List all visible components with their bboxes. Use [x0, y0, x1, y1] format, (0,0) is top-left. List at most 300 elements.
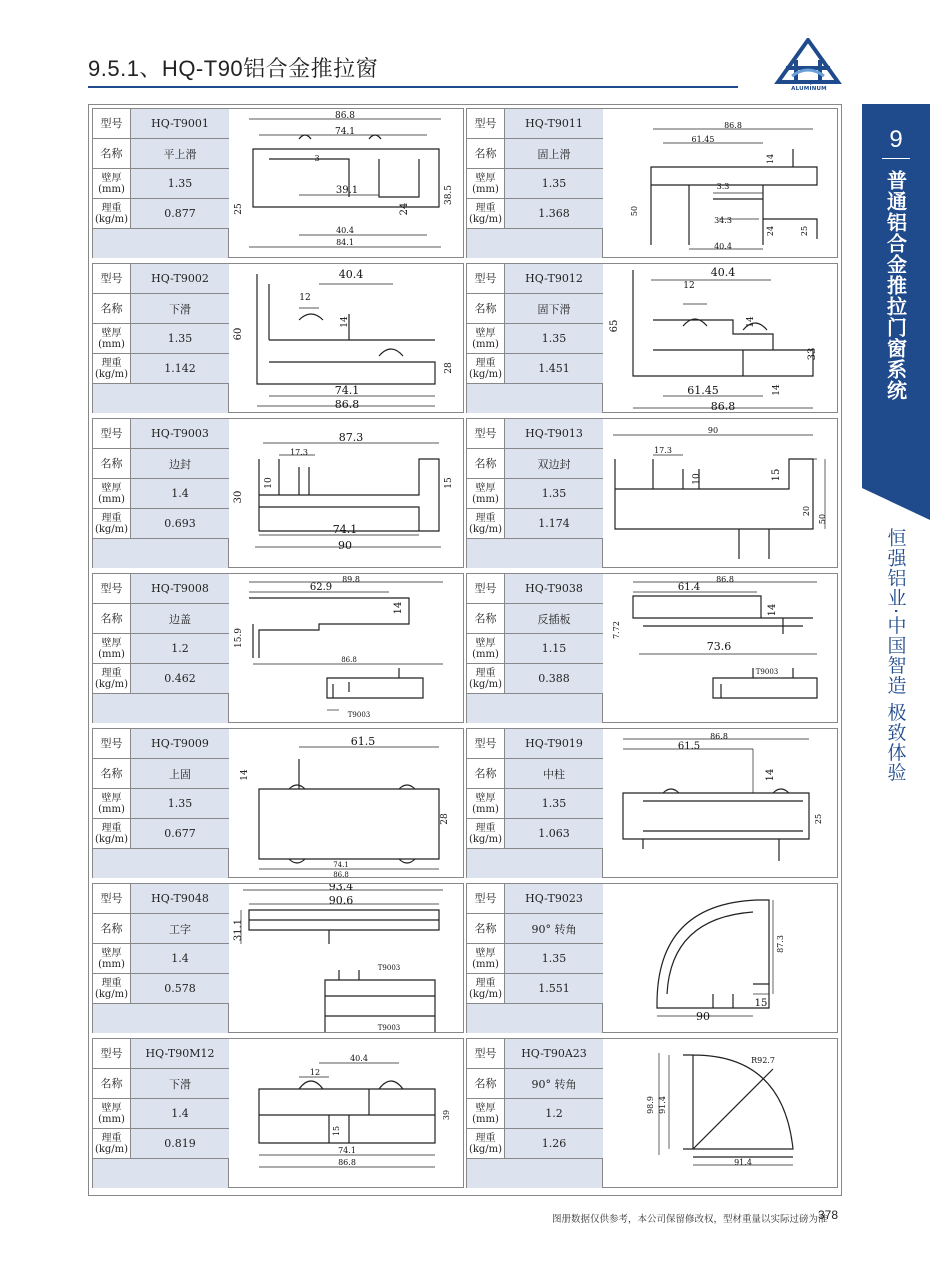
spec-row-name	[93, 604, 229, 634]
spec-row-thickness	[93, 479, 229, 509]
profile-section-svg	[603, 574, 837, 722]
spec-value-thickness: 1.2	[131, 634, 229, 663]
spec-row-model	[93, 419, 229, 449]
spec-value-name: 90° 转角	[505, 914, 603, 943]
dimension-label: 15	[771, 468, 782, 482]
spec-label-weight: 理重 (kg/m)	[93, 819, 131, 848]
spec-value-model: HQ-T90M12	[131, 1039, 229, 1068]
dimension-label: 86.8	[710, 400, 736, 412]
spec-label-model: 型号	[93, 419, 131, 448]
spec-label-model: 型号	[467, 574, 505, 603]
spec-table	[93, 264, 229, 384]
spec-value-thickness: 1.2	[505, 1099, 603, 1128]
profile-drawing	[603, 574, 837, 722]
spec-label-weight: 理重 (kg/m)	[93, 974, 131, 1003]
dimension-label: 15	[754, 998, 768, 1009]
spec-value-model: HQ-T9023	[505, 884, 603, 913]
spec-label-weight: 理重 (kg/m)	[467, 1129, 505, 1158]
dimension-label: 28	[444, 362, 454, 374]
dimension-label: 31.1	[233, 918, 244, 942]
profile-drawing	[603, 1039, 837, 1187]
spec-table	[93, 574, 229, 694]
profile-section-svg	[229, 1039, 463, 1187]
spec-value-weight: 0.819	[131, 1129, 229, 1158]
dimension-label: 86.8	[338, 1158, 356, 1167]
spec-row-model	[93, 264, 229, 294]
dimension-label: 84.1	[336, 238, 354, 247]
spec-blank-cell	[467, 1159, 603, 1188]
spec-value-model: HQ-T9012	[505, 264, 603, 293]
footer-note: 图册数据仅供参考，本公司保留修改权，型材重量以实际过磅为准	[552, 1214, 828, 1225]
spec-label-model: 型号	[467, 264, 505, 293]
spec-blank-cell	[93, 694, 229, 723]
profile-section-svg	[603, 419, 837, 567]
dimension-label: 86.8	[724, 121, 742, 130]
spec-blank-cell	[467, 1004, 603, 1033]
spec-label-thickness: 壁厚 (mm)	[467, 1099, 505, 1128]
profile-section-svg	[603, 109, 837, 257]
profile-section-svg	[229, 574, 463, 722]
spec-value-name: 下滑	[131, 1069, 229, 1098]
spec-row-model	[467, 264, 603, 294]
brand-slogan: 恒强铝业·中国智造 极致体验	[884, 528, 907, 783]
spec-row-name	[93, 914, 229, 944]
dimension-label: 61.5	[350, 735, 376, 748]
dimension-label: 93.4	[328, 884, 354, 893]
spec-value-thickness: 1.15	[505, 634, 603, 663]
spec-row-name	[467, 449, 603, 479]
spec-label-model: 型号	[93, 884, 131, 913]
dimension-label: 15	[444, 477, 454, 489]
dimension-label: 61.45	[687, 384, 719, 397]
spec-value-name: 工字	[131, 914, 229, 943]
dimension-label: T9003	[755, 668, 779, 676]
spec-row-thickness	[467, 169, 603, 199]
profile-outline	[259, 459, 439, 531]
section-title: 普通铝合金推拉门窗系统	[883, 170, 908, 401]
profile-outline	[615, 459, 813, 559]
profile-outline	[651, 149, 817, 245]
profile-card	[92, 263, 464, 413]
spec-value-name: 上固	[131, 759, 229, 788]
profile-section-svg	[603, 1039, 837, 1187]
spec-row-weight	[93, 1129, 229, 1159]
dimension-label: 74.1	[334, 127, 356, 137]
spec-value-weight: 0.388	[505, 664, 603, 693]
dimension-label: 61.4	[677, 582, 701, 593]
spec-row-weight	[93, 974, 229, 1004]
spec-row-thickness	[93, 789, 229, 819]
spec-table	[93, 884, 229, 1004]
spec-label-thickness: 壁厚 (mm)	[93, 169, 131, 198]
dimension-label: 60	[233, 327, 244, 341]
spec-value-weight: 0.877	[131, 199, 229, 228]
dimension-label: 90	[707, 426, 719, 435]
dimension-label: 12	[299, 293, 311, 303]
dimension-label: 91.4	[658, 1096, 667, 1114]
spec-label-thickness: 壁厚 (mm)	[93, 479, 131, 508]
spec-table	[93, 1039, 229, 1159]
spec-row-thickness	[93, 634, 229, 664]
profile-card	[466, 263, 838, 413]
spec-value-weight: 1.368	[505, 199, 603, 228]
spec-table	[93, 419, 229, 539]
dimension-label: 39	[442, 1109, 451, 1121]
spec-row-model	[467, 1039, 603, 1069]
spec-label-weight: 理重 (kg/m)	[467, 664, 505, 693]
dimension-label: 10	[264, 477, 274, 489]
profile-outline	[259, 1081, 435, 1143]
dimension-label: 90	[338, 539, 352, 552]
dimension-label: 86.8	[334, 111, 356, 121]
spec-blank-cell	[467, 849, 603, 878]
spec-label-model: 型号	[93, 574, 131, 603]
profile-section-svg	[229, 264, 463, 412]
spec-label-weight: 理重 (kg/m)	[467, 819, 505, 848]
spec-row-model	[467, 884, 603, 914]
dimension-label: 25	[800, 225, 809, 237]
spec-label-name: 名称	[93, 604, 131, 633]
dimension-label: 86.8	[333, 871, 349, 877]
profile-card	[466, 108, 838, 258]
spec-label-thickness: 壁厚 (mm)	[467, 944, 505, 973]
dimension-label: 14	[340, 316, 350, 328]
spec-blank-cell	[93, 384, 229, 413]
dimension-label: 14	[767, 603, 778, 617]
profile-drawing	[229, 1039, 463, 1187]
spec-table	[93, 109, 229, 229]
spec-value-model: HQ-T90A23	[505, 1039, 603, 1068]
dimension-label: 50	[630, 205, 639, 217]
spec-label-weight: 理重 (kg/m)	[93, 199, 131, 228]
spec-label-name: 名称	[467, 294, 505, 323]
spec-blank-cell	[93, 229, 229, 258]
spec-row-weight	[467, 354, 603, 384]
spec-label-name: 名称	[93, 449, 131, 478]
spec-label-name: 名称	[93, 139, 131, 168]
spec-table	[467, 264, 603, 384]
spec-row-thickness	[467, 1099, 603, 1129]
spec-table	[467, 109, 603, 229]
dimension-label: 14	[393, 601, 404, 615]
spec-table	[467, 884, 603, 1004]
dimension-label: 15	[332, 1125, 341, 1137]
dimension-label: T9003	[377, 964, 401, 972]
dimension-label: 40.4	[710, 266, 736, 279]
spec-value-thickness: 1.35	[131, 789, 229, 818]
spec-row-weight	[467, 199, 603, 229]
profile-card	[92, 1038, 464, 1188]
profile-drawing	[603, 109, 837, 257]
spec-value-model: HQ-T9003	[131, 419, 229, 448]
spec-value-name: 反插板	[505, 604, 603, 633]
spec-value-name: 中柱	[505, 759, 603, 788]
spec-blank-cell	[93, 849, 229, 878]
spec-label-name: 名称	[467, 449, 505, 478]
spec-label-model: 型号	[467, 419, 505, 448]
section-number: 9	[889, 126, 903, 153]
profile-drawing	[229, 264, 463, 412]
spec-value-model: HQ-T9002	[131, 264, 229, 293]
spec-row-weight	[467, 819, 603, 849]
spec-value-weight: 1.174	[505, 509, 603, 538]
spec-table	[93, 729, 229, 849]
dimension-label: 61.5	[677, 741, 701, 752]
spec-row-name	[93, 139, 229, 169]
spec-value-weight: 1.26	[505, 1129, 603, 1158]
spec-row-name	[93, 759, 229, 789]
dimension-label: 34.3	[714, 216, 732, 225]
dimension-label: 25	[234, 203, 244, 215]
profile-card	[92, 883, 464, 1033]
spec-value-thickness: 1.4	[131, 479, 229, 508]
profile-outline	[257, 274, 435, 384]
spec-label-thickness: 壁厚 (mm)	[467, 324, 505, 353]
spec-row-name	[93, 449, 229, 479]
dimension-label: 38.5	[444, 184, 454, 206]
spec-table	[467, 729, 603, 849]
spec-label-model: 型号	[93, 729, 131, 758]
spec-label-weight: 理重 (kg/m)	[93, 354, 131, 383]
dimension-label: 24	[399, 202, 410, 216]
spec-label-name: 名称	[467, 914, 505, 943]
dimension-label: 25	[814, 813, 823, 825]
spec-label-thickness: 壁厚 (mm)	[467, 789, 505, 818]
dimension-label: T9003	[347, 711, 371, 719]
dimension-label: 89.8	[342, 575, 360, 584]
profile-card	[466, 883, 838, 1033]
profile-outline	[249, 910, 439, 944]
spec-row-model	[93, 884, 229, 914]
spec-row-model	[467, 419, 603, 449]
spec-value-model: HQ-T9011	[505, 109, 603, 138]
spec-row-thickness	[467, 479, 603, 509]
profile-card	[92, 728, 464, 878]
spec-blank-cell	[467, 384, 603, 413]
profile-card	[466, 1038, 838, 1188]
page-title: 9.5.1、HQ-T90铝合金推拉窗	[88, 56, 379, 81]
spec-row-weight	[467, 664, 603, 694]
spec-label-weight: 理重 (kg/m)	[93, 509, 131, 538]
profile-card	[466, 728, 838, 878]
dimension-label: 14	[766, 153, 775, 165]
spec-row-model	[93, 574, 229, 604]
spec-label-model: 型号	[93, 264, 131, 293]
profile-drawing	[603, 264, 837, 412]
spec-row-model	[467, 729, 603, 759]
spec-value-name: 固上滑	[505, 139, 603, 168]
profile-section-svg	[603, 264, 837, 412]
spec-blank-cell	[93, 1004, 229, 1033]
spec-label-name: 名称	[93, 914, 131, 943]
spec-table	[467, 419, 603, 539]
spec-row-name	[467, 604, 603, 634]
dimension-label: 15.9	[234, 627, 244, 649]
profile-section-svg	[603, 884, 837, 1032]
spec-row-name	[467, 914, 603, 944]
spec-value-model: HQ-T9038	[505, 574, 603, 603]
spec-value-model: HQ-T9008	[131, 574, 229, 603]
spec-label-thickness: 壁厚 (mm)	[93, 1099, 131, 1128]
dimension-label: 10	[692, 473, 702, 485]
profile-outline	[633, 270, 813, 376]
dimension-label: 87.3	[338, 431, 364, 444]
dimension-label: 61.45	[691, 135, 715, 144]
spec-row-thickness	[467, 789, 603, 819]
spec-row-weight	[93, 354, 229, 384]
spec-value-thickness: 1.35	[505, 479, 603, 508]
spec-blank-cell	[467, 539, 603, 568]
spec-value-thickness: 1.35	[131, 169, 229, 198]
dimension-label: 87.3	[776, 935, 785, 953]
spec-label-model: 型号	[467, 729, 505, 758]
spec-value-thickness: 1.35	[505, 944, 603, 973]
spec-label-weight: 理重 (kg/m)	[93, 664, 131, 693]
dimension-label: 74.1	[338, 1146, 356, 1155]
spec-blank-cell	[467, 694, 603, 723]
profile-drawing	[229, 884, 463, 1032]
spec-row-name	[467, 759, 603, 789]
spec-value-name: 边盖	[131, 604, 229, 633]
spec-label-name: 名称	[467, 1069, 505, 1098]
spec-row-thickness	[467, 324, 603, 354]
profile-outline	[327, 668, 423, 698]
profile-drawing	[229, 109, 463, 257]
spec-row-model	[467, 109, 603, 139]
spec-label-thickness: 壁厚 (mm)	[93, 789, 131, 818]
dimension-label: 14	[240, 769, 250, 781]
spec-table	[467, 574, 603, 694]
dimension-label: 98.9	[646, 1096, 655, 1114]
spec-label-model: 型号	[93, 109, 131, 138]
spec-label-weight: 理重 (kg/m)	[467, 509, 505, 538]
spec-row-thickness	[467, 944, 603, 974]
profile-card	[92, 573, 464, 723]
spec-value-weight: 0.578	[131, 974, 229, 1003]
spec-row-thickness	[467, 634, 603, 664]
dimension-label: 40.4	[336, 226, 354, 235]
spec-row-model	[467, 574, 603, 604]
spec-value-model: HQ-T9048	[131, 884, 229, 913]
spec-value-weight: 0.693	[131, 509, 229, 538]
dimension-label: 7.72	[612, 621, 621, 639]
spec-label-name: 名称	[467, 759, 505, 788]
profile-outline	[253, 135, 439, 207]
spec-value-thickness: 1.35	[505, 324, 603, 353]
dimension-label: 40.4	[714, 242, 732, 251]
spec-value-name: 固下滑	[505, 294, 603, 323]
dimension-label: 90	[696, 1010, 710, 1023]
spec-blank-cell	[93, 1159, 229, 1188]
profile-outline	[683, 1055, 793, 1157]
spec-row-name	[467, 1069, 603, 1099]
spec-row-model	[93, 1039, 229, 1069]
spec-row-thickness	[93, 944, 229, 974]
dimension-label: 74.1	[333, 861, 349, 869]
profile-section-svg	[229, 419, 463, 567]
profile-outline	[633, 596, 813, 634]
spec-row-weight	[93, 819, 229, 849]
spec-blank-cell	[467, 229, 603, 258]
spec-value-name: 平上滑	[131, 139, 229, 168]
dimension-label: 12	[309, 1068, 321, 1077]
spec-row-model	[93, 729, 229, 759]
dimension-label: 17.3	[654, 446, 672, 455]
dimension-label: 39.1	[335, 185, 359, 196]
profile-outline	[325, 970, 435, 1032]
dimension-label: 40.4	[350, 1054, 368, 1063]
profile-drawing	[229, 574, 463, 722]
profile-section-svg	[603, 729, 837, 877]
spec-label-name: 名称	[93, 294, 131, 323]
dimension-label: 28	[440, 813, 450, 825]
dimension-label: 24	[766, 225, 775, 237]
dimension-label: 50	[818, 513, 827, 525]
spec-value-model: HQ-T9019	[505, 729, 603, 758]
spec-row-weight	[93, 664, 229, 694]
spec-value-name: 双边封	[505, 449, 603, 478]
spec-row-thickness	[93, 1099, 229, 1129]
spec-label-name: 名称	[467, 139, 505, 168]
spec-label-name: 名称	[93, 759, 131, 788]
spec-value-weight: 1.063	[505, 819, 603, 848]
dimension-label: 3	[314, 154, 320, 163]
dimension-label: 30	[233, 490, 244, 504]
spec-row-name	[467, 139, 603, 169]
spec-label-model: 型号	[467, 884, 505, 913]
spec-row-weight	[93, 509, 229, 539]
spec-label-weight: 理重 (kg/m)	[467, 974, 505, 1003]
spec-row-name	[93, 294, 229, 324]
dimension-label: 74.1	[334, 384, 360, 397]
profile-drawing	[603, 419, 837, 567]
dimension-label: 91.4	[734, 1158, 752, 1167]
spec-label-name: 名称	[93, 1069, 131, 1098]
profile-section-svg	[229, 884, 463, 1032]
spec-value-weight: 0.462	[131, 664, 229, 693]
spec-value-name: 下滑	[131, 294, 229, 323]
spec-label-thickness: 壁厚 (mm)	[93, 944, 131, 973]
spec-row-model	[93, 109, 229, 139]
profile-card	[466, 418, 838, 568]
profile-outline	[249, 598, 409, 658]
spec-value-weight: 0.677	[131, 819, 229, 848]
profile-section-svg	[229, 729, 463, 877]
profile-section-svg	[229, 109, 463, 257]
dimension-label: 86.8	[341, 656, 357, 664]
dimension-label: 14	[765, 768, 776, 782]
profile-drawing	[229, 419, 463, 567]
spec-label-weight: 理重 (kg/m)	[467, 354, 505, 383]
spec-row-name	[93, 1069, 229, 1099]
spec-label-weight: 理重 (kg/m)	[467, 199, 505, 228]
dimension-label: 14	[772, 384, 782, 396]
spec-row-thickness	[93, 169, 229, 199]
dimension-label: 86.8	[716, 575, 734, 584]
dimension-label: 3.3	[716, 182, 730, 191]
spec-value-thickness: 1.35	[505, 789, 603, 818]
dimension-label: 17.3	[290, 448, 308, 457]
spec-label-model: 型号	[93, 1039, 131, 1068]
spec-label-thickness: 壁厚 (mm)	[467, 634, 505, 663]
profile-card	[466, 573, 838, 723]
spec-row-weight	[467, 509, 603, 539]
spec-value-thickness: 1.4	[131, 944, 229, 973]
dimension-label: 74.1	[332, 523, 358, 536]
profile-drawing	[603, 729, 837, 877]
spec-value-name: 边封	[131, 449, 229, 478]
spec-label-thickness: 壁厚 (mm)	[467, 169, 505, 198]
